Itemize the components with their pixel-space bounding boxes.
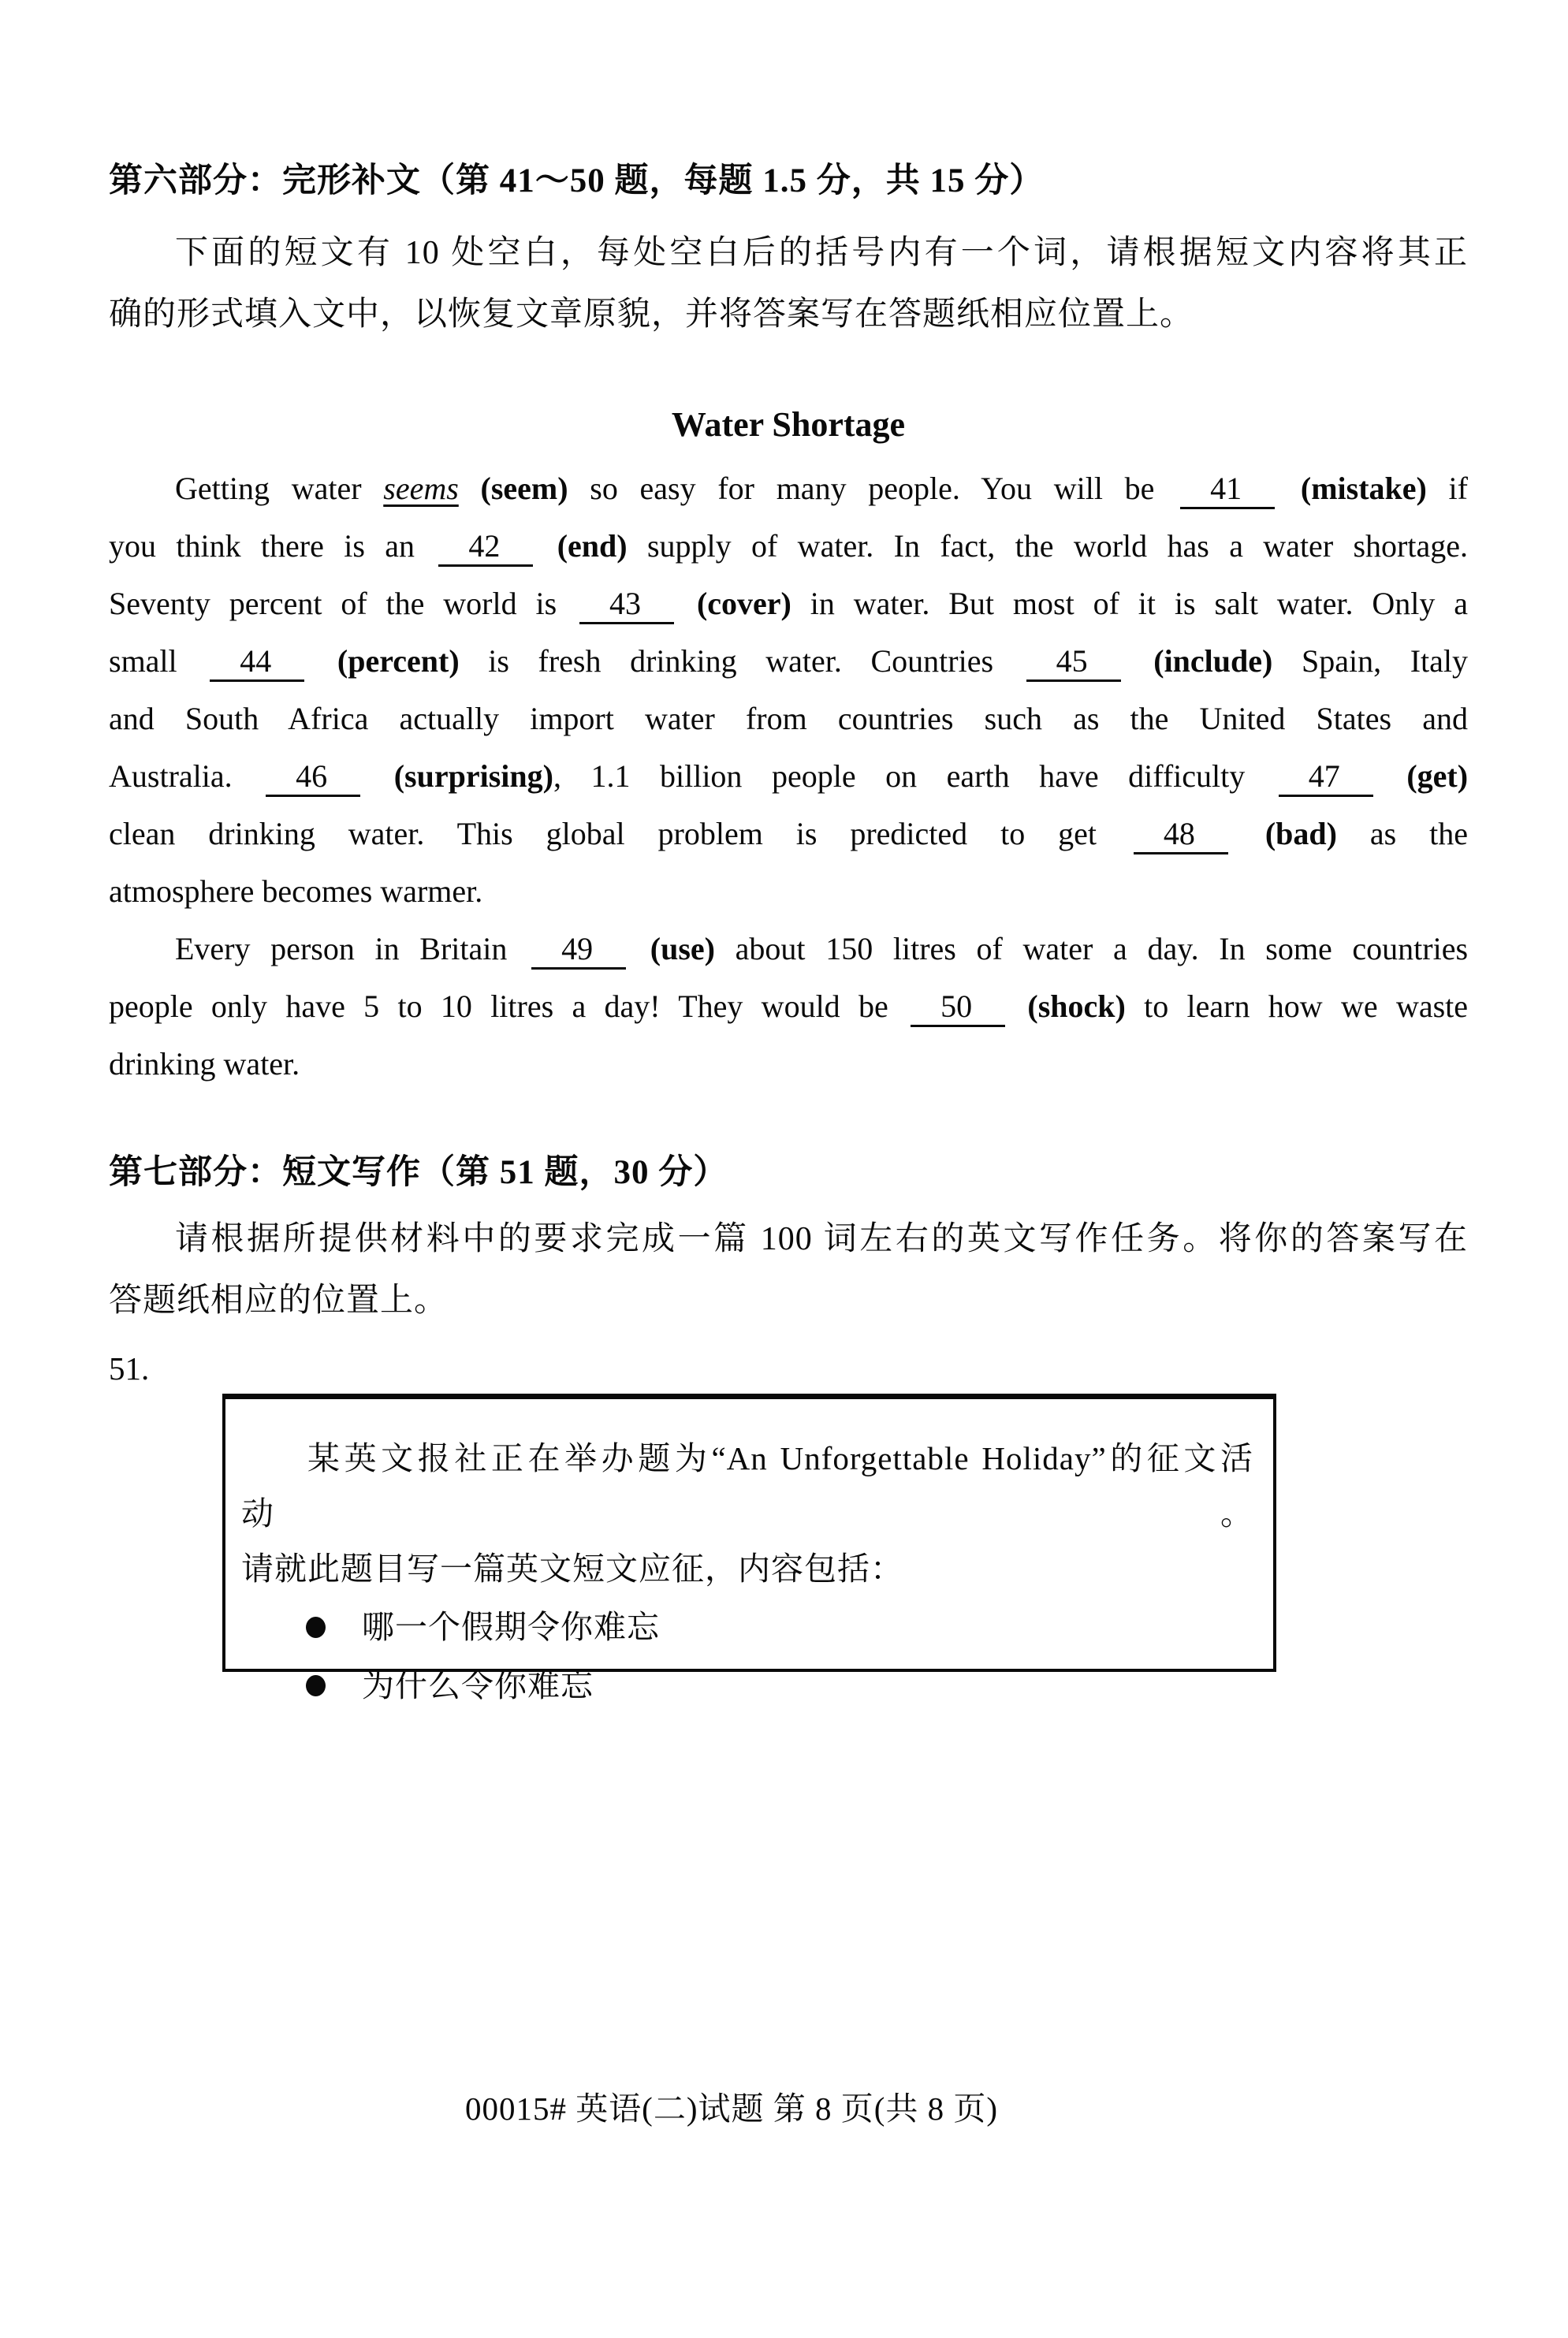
bold-word: (shock) (1027, 988, 1126, 1024)
text-run: you think there is an (109, 528, 435, 564)
bullet-icon (306, 1617, 326, 1638)
passage-line (109, 805, 1468, 862)
text-run: as the (1336, 816, 1468, 851)
passage-line (109, 920, 1468, 977)
blank-50: 50 (911, 988, 1005, 1027)
text-run: if (1426, 471, 1468, 506)
bold-word: (include) (1153, 643, 1273, 679)
blank-45: 45 (1026, 643, 1121, 682)
text-run: about 150 litres of water a day. In some countries (714, 931, 1469, 966)
bullet-item-2 (241, 1658, 1253, 1713)
bold-word: (end) (557, 528, 628, 564)
bold-word: (cover) (696, 586, 791, 621)
passage-line (109, 632, 1468, 690)
passage-line (109, 862, 1468, 920)
text-run: Seventy percent of the world is (109, 586, 576, 621)
text-run: supply of water. In fact, the world has a water shortage. (627, 528, 1468, 564)
blank-46: 46 (266, 758, 360, 797)
text-run: people only have 5 to 10 litres a day! They would be (109, 988, 907, 1024)
text-run (1232, 816, 1265, 851)
section6-intro-line-1: 下面的短文有 10 处空白，每处空白后的括号内有一个词，请根据短文内容将其正 (175, 235, 1468, 271)
cloze-passage (109, 460, 1468, 1093)
text-run (364, 758, 394, 794)
text-run: to learn how we waste (1125, 988, 1469, 1024)
question-51-number: 51. (109, 1350, 150, 1387)
passage-line (109, 1035, 1468, 1093)
text-run: clean drinking water. This global problem is predicted to get (109, 816, 1130, 851)
passage-line (109, 460, 1468, 517)
passage-line (109, 977, 1468, 1035)
bullet-icon (306, 1675, 326, 1696)
bold-word: (bad) (1264, 816, 1337, 851)
bold-word: (seem) (480, 471, 568, 506)
text-run: Getting water (175, 471, 384, 506)
bold-word: (percent) (337, 643, 460, 679)
blank-47: 47 (1279, 758, 1373, 797)
text-run (459, 471, 481, 506)
bullet-item-1 (241, 1599, 1253, 1655)
text-run (537, 528, 557, 564)
passage-line (109, 517, 1468, 575)
text-run (630, 931, 650, 966)
text-run (1009, 988, 1027, 1024)
text-run (1125, 643, 1154, 679)
text-run: Spain, Italy (1272, 643, 1469, 679)
text-run (1377, 758, 1407, 794)
section7-heading: 第七部分：短文写作（第 51 题，30 分） (109, 1154, 728, 1191)
passage-line (109, 690, 1468, 747)
blank-43: 43 (579, 586, 674, 624)
section6-intro-line-2: 确的形式填入文中，以恢复文章原貌，并将答案写在答题纸相应位置上。 (109, 296, 1194, 333)
section6-intro (109, 222, 1468, 345)
text-run (678, 586, 697, 621)
section7-intro (109, 1208, 1468, 1331)
text-run: drinking water. (109, 1046, 300, 1082)
blank-44: 44 (210, 643, 304, 682)
blank-41: 41 (1180, 471, 1275, 509)
bold-word: (mistake) (1300, 471, 1427, 506)
text-run: is fresh drinking water. Countries (459, 643, 1022, 679)
prompt-line-2: 请就此题目写一篇英文短文应征，内容包括： (241, 1551, 903, 1587)
passage-line (109, 575, 1468, 632)
writing-prompt-box (222, 1394, 1276, 1703)
blank-48: 48 (1134, 816, 1228, 854)
bold-word: (use) (650, 931, 715, 966)
text-run: small (109, 643, 207, 679)
bold-word: (get) (1406, 758, 1469, 794)
section7-intro-line-1: 请根据所提供材料中的要求完成一篇 100 词左右的英文写作任务。将你的答案写在 (175, 1221, 1468, 1257)
text-run: atmosphere becomes warmer. (109, 873, 483, 909)
text-run: so easy for many people. You will be (568, 471, 1177, 506)
blank-42: 42 (438, 528, 533, 567)
section7-intro-line-2: 答题纸相应的位置上。 (109, 1283, 449, 1319)
bold-word: (surprising) (393, 758, 553, 794)
bullet-text: 为什么令你难忘 (362, 1667, 594, 1703)
page-footer: 00015# 英语(二)试题 第 8 页(共 8 页) (464, 2090, 999, 2127)
passage-title: Water Shortage (671, 405, 906, 444)
blank-49: 49 (531, 931, 626, 970)
text-run: Every person in Britain (175, 931, 528, 966)
passage-line (109, 747, 1468, 805)
text-run: Australia. (109, 758, 263, 794)
text-run (1279, 471, 1301, 506)
section6-heading: 第六部分：完形补文（第 41～50 题，每题 1.5 分，共 15 分） (109, 162, 1045, 199)
text-run: , 1.1 billion people on earth have difficulty (553, 758, 1275, 794)
text-run: in water. But most of it is salt water. Only a (791, 586, 1469, 621)
text-run: and South Africa actually import water from countries such as the United States and (109, 701, 1468, 736)
text-run (308, 643, 337, 679)
italic-underlined-word: seems (383, 471, 459, 506)
bullet-text: 哪一个假期令你难忘 (362, 1609, 660, 1645)
prompt-line-1: 某英文报社正在举办题为“An Unforgettable Holiday”的征文活动。 (241, 1440, 1253, 1532)
